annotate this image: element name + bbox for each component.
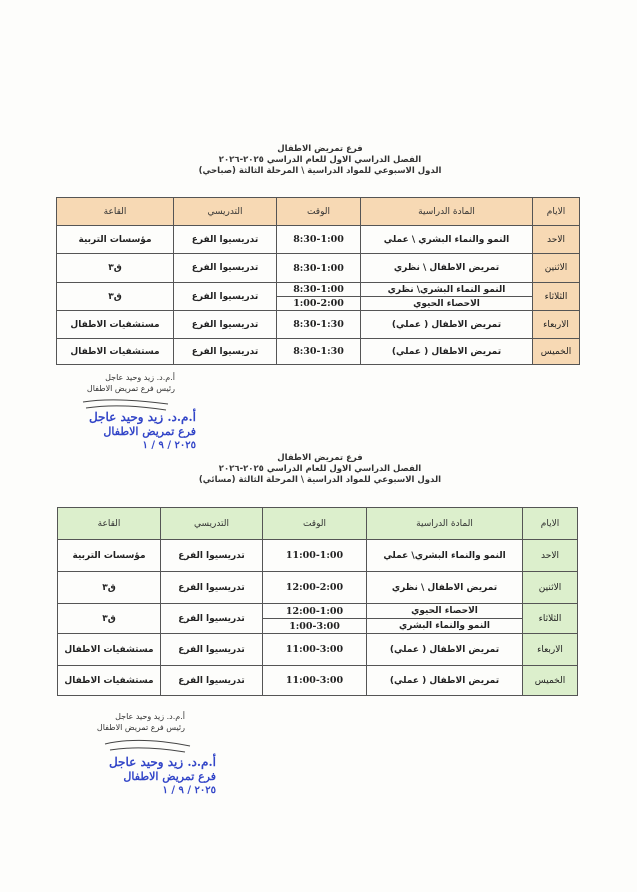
teachers-cell: تدريسيوا الفرع	[174, 254, 277, 283]
day-cell: الثلاثاء	[533, 283, 580, 311]
subject-cell: الاحصاء الحيوي	[361, 297, 533, 311]
subject-cell: النمو والنماء البشري\ عملي	[367, 540, 523, 572]
teachers-cell: تدريسيوا الفرع	[161, 666, 263, 696]
schedule-title: الدول الاسبوعي للمواد الدراسية \ المرحلة الثالثة (صباحي)	[198, 166, 442, 176]
teachers-cell: تدريسيوا الفرع	[161, 540, 263, 572]
signatory-name: أ.م.د. زيد وحيد عاجل	[105, 373, 175, 382]
schedule-title: الدول الاسبوعي للمواد الدراسية \ المرحلة الثالثة (مسائي)	[198, 475, 442, 485]
header-time: الوقت	[263, 508, 367, 540]
signatory-name: أ.م.د. زيد وحيد عاجل	[115, 712, 185, 721]
stamp-1	[76, 410, 196, 452]
table-row	[58, 634, 578, 666]
day-cell: الاربعاء	[533, 311, 580, 339]
day-cell: الاثنين	[523, 572, 578, 604]
table-row	[58, 540, 578, 572]
table-row	[57, 226, 580, 254]
signature-text-2	[80, 711, 185, 733]
table-row	[57, 339, 580, 365]
teachers-cell: تدريسيوا الفرع	[174, 311, 277, 339]
table-row	[57, 283, 580, 297]
header-hall: القاعة	[57, 198, 174, 226]
subject-cell: الاحصاء الحيوي	[367, 604, 523, 619]
header-hall: القاعة	[58, 508, 161, 540]
signature-text-1	[70, 372, 175, 394]
table-row	[58, 666, 578, 696]
signature-scribble-2	[100, 736, 195, 756]
day-cell: الخميس	[533, 339, 580, 365]
hall-cell: مؤسسات التربية	[57, 226, 174, 254]
subject-cell: تمريض الاطفال ( عملي)	[367, 634, 523, 666]
subject-cell: تمريض الاطفال \ نظري	[367, 572, 523, 604]
teachers-cell: تدريسيوا الفرع	[174, 283, 277, 311]
day-cell: الاثنين	[533, 254, 580, 283]
time-cell: 1:00-3:00	[263, 619, 367, 634]
hall-cell: ق٣	[57, 283, 174, 311]
time-cell: 12:00-1:00	[263, 604, 367, 619]
time-cell: 8:30-1:00	[277, 254, 361, 283]
header-day: الايام	[523, 508, 578, 540]
subject-cell: النمو والنماء البشري	[367, 619, 523, 634]
stamp-department: فرع تمريض الاطفال	[123, 770, 216, 783]
hall-cell: مستشفيات الاطفال	[57, 311, 174, 339]
teachers-cell: تدريسيوا الفرع	[174, 339, 277, 365]
header-day: الايام	[533, 198, 580, 226]
time-cell: 8:30-1:00	[277, 283, 361, 297]
subject-cell: تمريض الاطفال ( عملي)	[361, 339, 533, 365]
signatory-title: رئيس فرع تمريض الاطفال	[86, 384, 175, 393]
department-title: فرع تمريض الاطفال	[277, 144, 363, 154]
table-header-row	[58, 508, 578, 540]
subject-cell: النمو النماء البشري\ نظري	[361, 283, 533, 297]
hall-cell: ق٣	[58, 572, 161, 604]
hall-cell: ق٣	[57, 254, 174, 283]
header-subject: المادة الدراسية	[367, 508, 523, 540]
stamp-2	[96, 755, 216, 797]
table-row	[58, 572, 578, 604]
day-cell: الخميس	[523, 666, 578, 696]
day-cell: الاربعاء	[523, 634, 578, 666]
hall-cell: مستشفيات الاطفال	[57, 339, 174, 365]
semester-line: الفصل الدراسي الاول للعام الدراسي ٢٠٢٥-٢٠٢٦	[218, 155, 422, 165]
table-row	[57, 311, 580, 339]
hall-cell: مؤسسات التربية	[58, 540, 161, 572]
teachers-cell: تدريسيوا الفرع	[161, 572, 263, 604]
teachers-cell: تدريسيوا الفرع	[161, 634, 263, 666]
table-row	[58, 604, 578, 619]
department-title: فرع تمريض الاطفال	[277, 453, 363, 463]
time-cell: 12:00-2:00	[263, 572, 367, 604]
hall-cell: مستشفيات الاطفال	[58, 634, 161, 666]
time-cell: 11:00-1:00	[263, 540, 367, 572]
stamp-date: ٢٠٢٥ / ٩ / ١	[162, 785, 216, 796]
hall-cell: ق٣	[58, 604, 161, 634]
morning-schedule-table	[56, 197, 580, 365]
teachers-cell: تدريسيوا الفرع	[174, 226, 277, 254]
header-subject: المادة الدراسية	[361, 198, 533, 226]
signatory-title: رئيس فرع تمريض الاطفال	[96, 723, 185, 732]
stamp-date: ٢٠٢٥ / ٩ / ١	[142, 440, 196, 451]
morning-heading	[150, 144, 490, 177]
evening-schedule-table	[57, 507, 578, 696]
subject-cell: تمريض الاطفال \ نظري	[361, 254, 533, 283]
hall-cell: مستشفيات الاطفال	[58, 666, 161, 696]
header-time: الوقت	[277, 198, 361, 226]
day-cell: الاحد	[533, 226, 580, 254]
subject-cell: النمو والنماء البشري \ عملي	[361, 226, 533, 254]
time-cell: 11:00-3:00	[263, 634, 367, 666]
time-cell: 1:00-2:00	[277, 297, 361, 311]
subject-cell: تمريض الاطفال ( عملي)	[361, 311, 533, 339]
time-cell: 8:30-1:00	[277, 226, 361, 254]
day-cell: الثلاثاء	[523, 604, 578, 634]
time-cell: 8:30-1:30	[277, 339, 361, 365]
evening-heading	[150, 453, 490, 486]
stamp-name: أ.م.د. زيد وحيد عاجل	[108, 755, 216, 769]
semester-line: الفصل الدراسي الاول للعام الدراسي ٢٠٢٥-٢٠٢٦	[218, 464, 422, 474]
teachers-cell: تدريسيوا الفرع	[161, 604, 263, 634]
table-row	[57, 254, 580, 283]
stamp-department: فرع تمريض الاطفال	[103, 425, 196, 438]
day-cell: الاحد	[523, 540, 578, 572]
header-teachers: التدريسي	[174, 198, 277, 226]
subject-cell: تمريض الاطفال ( عملي)	[367, 666, 523, 696]
time-cell: 8:30-1:30	[277, 311, 361, 339]
time-cell: 11:00-3:00	[263, 666, 367, 696]
table-header-row	[57, 198, 580, 226]
stamp-name: أ.م.د. زيد وحيد عاجل	[88, 410, 196, 424]
header-teachers: التدريسي	[161, 508, 263, 540]
